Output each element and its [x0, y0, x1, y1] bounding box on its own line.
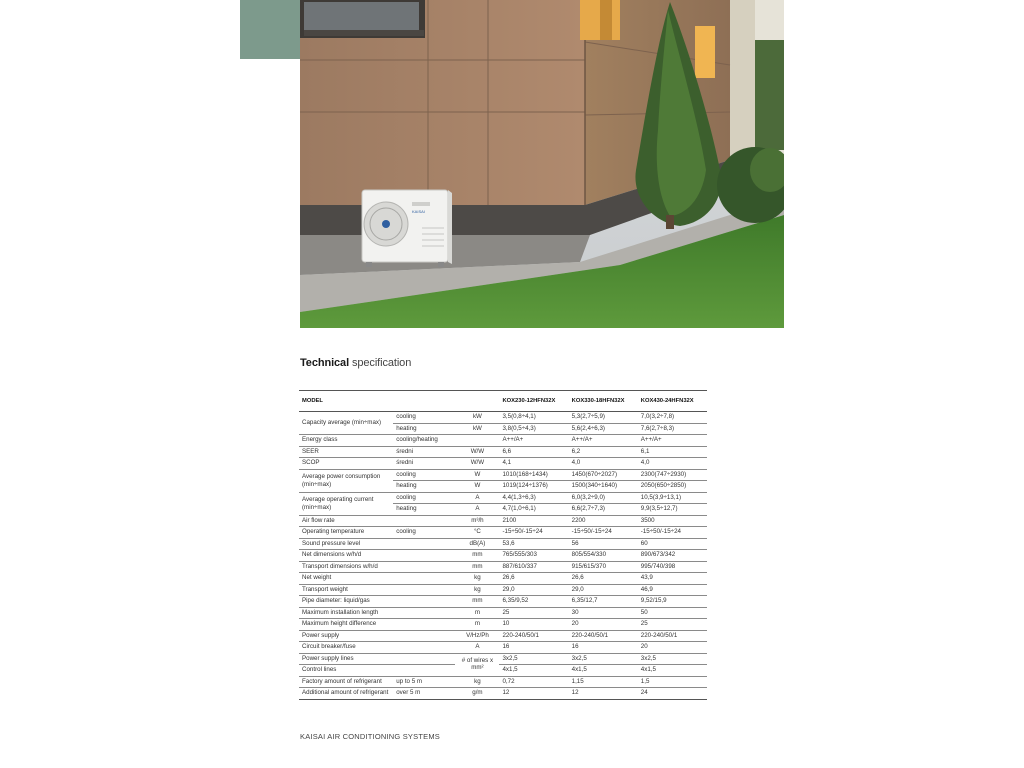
table-row — [299, 458, 707, 470]
row-sub — [393, 573, 455, 585]
row-value: 0,72 — [499, 676, 568, 688]
row-label: Air flow rate — [299, 515, 393, 527]
row-sub — [393, 619, 455, 631]
row-value: 20 — [569, 619, 638, 631]
table-row — [299, 469, 707, 481]
row-value: 7,6(2,7÷8,3) — [638, 423, 707, 435]
row-value: 2100 — [499, 515, 568, 527]
row-value: 4,0 — [638, 458, 707, 470]
row-unit: A — [455, 504, 499, 516]
table-row — [299, 561, 707, 573]
row-value: 16 — [499, 642, 568, 654]
row-value: 6,1 — [638, 446, 707, 458]
row-value: 5,6(2,4÷6,3) — [569, 423, 638, 435]
row-value: 10,5(3,9÷13,1) — [638, 492, 707, 504]
row-value: 1,5 — [638, 676, 707, 688]
row-value: 53,6 — [499, 538, 568, 550]
product-photo — [300, 0, 784, 328]
row-value: 1010(168÷1434) — [499, 469, 568, 481]
row-value: 4x1,5 — [569, 665, 638, 677]
table-row — [299, 665, 707, 677]
table-row — [299, 492, 707, 504]
row-value: 26,6 — [499, 573, 568, 585]
model-col-3: KOX430-24HFN32X — [638, 391, 707, 412]
row-value: 46,9 — [638, 584, 707, 596]
row-sub — [393, 561, 455, 573]
row-unit: mm — [455, 550, 499, 562]
table-row — [299, 435, 707, 447]
row-value: 6,6(2,7÷7,3) — [569, 504, 638, 516]
row-value: 24 — [638, 688, 707, 700]
row-unit: mm — [455, 596, 499, 608]
footer-brand: KAISAI AIR CONDITIONING SYSTEMS — [300, 732, 440, 741]
table-row — [299, 676, 707, 688]
table-row — [299, 550, 707, 562]
row-value: 4x1,5 — [499, 665, 568, 677]
row-unit — [455, 435, 499, 447]
row-value: 50 — [638, 607, 707, 619]
row-sub: up to 5 m — [393, 676, 455, 688]
row-unit: dB(A) — [455, 538, 499, 550]
row-sub: średni — [393, 458, 455, 470]
model-header-label: MODEL — [299, 391, 499, 412]
row-value: 1450(670÷2027) — [569, 469, 638, 481]
row-label: Circuit breaker/fuse — [299, 642, 393, 654]
row-sub: cooling — [393, 412, 455, 424]
row-value: 1,15 — [569, 676, 638, 688]
table-row — [299, 630, 707, 642]
row-value: 4,0 — [569, 458, 638, 470]
model-col-1: KOX230-12HFN32X — [499, 391, 568, 412]
row-label: Net dimensions w/h/d — [299, 550, 393, 562]
row-label: Power supply — [299, 630, 393, 642]
row-value: 4,7(1,0÷6,1) — [499, 504, 568, 516]
row-sub — [393, 584, 455, 596]
row-value: 9,52/15,9 — [638, 596, 707, 608]
row-label: Transport dimensions w/h/d — [299, 561, 393, 573]
row-label: Net weight — [299, 573, 393, 585]
row-value: 1019(124÷1376) — [499, 481, 568, 493]
row-label: Operating temperature — [299, 527, 393, 539]
row-value: A++/A+ — [499, 435, 568, 447]
table-row — [299, 584, 707, 596]
row-sub — [393, 630, 455, 642]
row-value: 6,35/12,7 — [569, 596, 638, 608]
row-unit: m — [455, 607, 499, 619]
row-value: 4x1,5 — [638, 665, 707, 677]
row-value: 16 — [569, 642, 638, 654]
row-value: 10 — [499, 619, 568, 631]
row-value: 26,6 — [569, 573, 638, 585]
row-sub — [393, 596, 455, 608]
table-row — [299, 412, 707, 424]
row-unit: m — [455, 619, 499, 631]
row-value: 12 — [569, 688, 638, 700]
row-sub — [393, 665, 455, 677]
row-sub: średni — [393, 446, 455, 458]
row-label: Sound pressure level — [299, 538, 393, 550]
table-row — [299, 607, 707, 619]
row-label: SCOP — [299, 458, 393, 470]
row-sub — [393, 642, 455, 654]
row-value: 25 — [499, 607, 568, 619]
table-row — [299, 538, 707, 550]
row-value: 1500(340÷1640) — [569, 481, 638, 493]
row-label: Factory amount of refrigerant — [299, 676, 393, 688]
row-label-current: Average operating current (min÷max) — [299, 492, 393, 515]
row-value: 60 — [638, 538, 707, 550]
row-value: 43,9 — [638, 573, 707, 585]
row-label: Pipe diameter: liquid/gas — [299, 596, 393, 608]
row-sub — [393, 515, 455, 527]
row-sub: heating — [393, 481, 455, 493]
row-value: 805/554/330 — [569, 550, 638, 562]
row-unit: W/W — [455, 458, 499, 470]
row-value: -15÷50/-15÷24 — [499, 527, 568, 539]
table-row — [299, 446, 707, 458]
row-value: 3500 — [638, 515, 707, 527]
row-value: 220-240/50/1 — [638, 630, 707, 642]
table-row — [299, 619, 707, 631]
table-header-row — [299, 391, 707, 412]
row-sub: cooling — [393, 492, 455, 504]
row-label: Control lines — [299, 665, 393, 677]
row-sub — [393, 607, 455, 619]
row-unit: kg — [455, 676, 499, 688]
row-sub — [393, 653, 455, 665]
table-row — [299, 527, 707, 539]
row-label: Maximum height difference — [299, 619, 393, 631]
row-value: 2300(747÷2930) — [638, 469, 707, 481]
row-sub: cooling/heating — [393, 435, 455, 447]
model-col-2: KOX330-18HFN32X — [569, 391, 638, 412]
row-unit: kg — [455, 573, 499, 585]
row-value: 6,35/9,52 — [499, 596, 568, 608]
row-value: 3,8(0,5÷4,3) — [499, 423, 568, 435]
row-unit: V/Hz/Ph — [455, 630, 499, 642]
row-value: 6,2 — [569, 446, 638, 458]
row-label: Additional amount of refrigerant — [299, 688, 393, 700]
row-value: 6,0(3,2÷9,0) — [569, 492, 638, 504]
row-label-capacity: Capacity average (min÷max) — [299, 412, 393, 435]
title-rest: specification — [349, 357, 412, 369]
row-unit: m³/h — [455, 515, 499, 527]
section-title — [300, 357, 411, 369]
table-row — [299, 596, 707, 608]
row-value: A++/A+ — [569, 435, 638, 447]
row-sub: cooling — [393, 469, 455, 481]
row-unit: mm — [455, 561, 499, 573]
row-value: 220-240/50/1 — [569, 630, 638, 642]
row-sub — [393, 538, 455, 550]
row-unit-wires: # of wires x mm² — [455, 653, 499, 676]
row-label-power: Average power consumption (min÷max) — [299, 469, 393, 492]
row-value: 2200 — [569, 515, 638, 527]
row-value: -15÷50/-15÷24 — [569, 527, 638, 539]
row-value: 29,0 — [569, 584, 638, 596]
row-unit: g/m — [455, 688, 499, 700]
row-value: 9,9(3,5÷12,7) — [638, 504, 707, 516]
row-unit: °C — [455, 527, 499, 539]
row-value: 29,0 — [499, 584, 568, 596]
row-value: 2050(650÷2850) — [638, 481, 707, 493]
table-row — [299, 688, 707, 700]
row-sub: heating — [393, 423, 455, 435]
row-unit: A — [455, 642, 499, 654]
table-row — [299, 642, 707, 654]
row-sub: cooling — [393, 527, 455, 539]
row-value: 890/673/342 — [638, 550, 707, 562]
row-sub — [393, 550, 455, 562]
row-value: 887/610/337 — [499, 561, 568, 573]
row-unit: W/W — [455, 446, 499, 458]
row-value: 12 — [499, 688, 568, 700]
row-value: 995/740/398 — [638, 561, 707, 573]
row-value: 4,1 — [499, 458, 568, 470]
row-label: Power supply lines — [299, 653, 393, 665]
row-unit: kW — [455, 412, 499, 424]
row-label: Transport weight — [299, 584, 393, 596]
row-value: 4,4(1,3÷6,3) — [499, 492, 568, 504]
row-value: -15÷50/-15÷24 — [638, 527, 707, 539]
row-sub: heating — [393, 504, 455, 516]
row-unit: kW — [455, 423, 499, 435]
row-value: 6,6 — [499, 446, 568, 458]
row-value: 220-240/50/1 — [499, 630, 568, 642]
row-value: 20 — [638, 642, 707, 654]
table-row — [299, 653, 707, 665]
spec-table — [299, 390, 707, 700]
accent-color-block — [240, 0, 300, 59]
table-row — [299, 515, 707, 527]
outdoor-unit — [362, 190, 452, 267]
row-value: 7,0(3,2÷7,8) — [638, 412, 707, 424]
row-value: 765/555/303 — [499, 550, 568, 562]
row-value: 3x2,5 — [499, 653, 568, 665]
row-value: 5,3(2,7÷5,9) — [569, 412, 638, 424]
row-unit: A — [455, 492, 499, 504]
unit-brand-label: KAISAI — [412, 209, 425, 214]
row-sub: over 5 m — [393, 688, 455, 700]
row-value: A++/A+ — [638, 435, 707, 447]
row-value: 56 — [569, 538, 638, 550]
table-row — [299, 573, 707, 585]
row-value: 3x2,5 — [638, 653, 707, 665]
row-value: 3x2,5 — [569, 653, 638, 665]
row-value: 30 — [569, 607, 638, 619]
row-label: SEER — [299, 446, 393, 458]
row-label: Maximum installation length — [299, 607, 393, 619]
row-value: 25 — [638, 619, 707, 631]
row-unit: kg — [455, 584, 499, 596]
row-unit: W — [455, 481, 499, 493]
title-bold: Technical — [300, 357, 350, 369]
row-value: 915/615/370 — [569, 561, 638, 573]
row-label: Energy class — [299, 435, 393, 447]
row-unit: W — [455, 469, 499, 481]
row-value: 3,5(0,8÷4,1) — [499, 412, 568, 424]
